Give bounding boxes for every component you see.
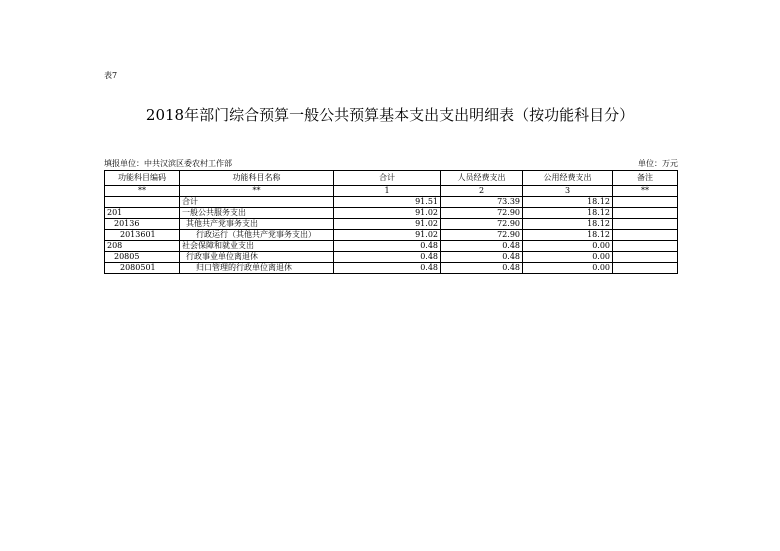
header-total: 合计 (334, 171, 441, 186)
name-cell: 行政事业单位离退休 (180, 252, 334, 263)
table-row (105, 197, 678, 208)
code-cell: 201 (105, 208, 180, 219)
header-public: 公用经费支出 (523, 171, 613, 186)
unit-row (104, 158, 678, 169)
total-cell: 91.02 (334, 208, 441, 219)
personnel-cell: 72.90 (441, 208, 523, 219)
code-cell: 2013601 (105, 230, 180, 241)
personnel-cell: 72.90 (441, 230, 523, 241)
index-cell: 3 (523, 186, 613, 197)
public-cell: 18.12 (523, 197, 613, 208)
code-cell: 2080501 (105, 263, 180, 274)
name-cell: 合计 (180, 197, 334, 208)
note-cell (613, 241, 678, 252)
personnel-cell: 0.48 (441, 263, 523, 274)
total-cell: 91.02 (334, 230, 441, 241)
total-cell: 0.48 (334, 241, 441, 252)
note-cell (613, 263, 678, 274)
expenditure-table (104, 170, 678, 274)
index-cell: ** (180, 186, 334, 197)
name-cell: 其他共产党事务支出 (180, 219, 334, 230)
index-row (105, 186, 678, 197)
total-cell: 91.51 (334, 197, 441, 208)
note-cell (613, 219, 678, 230)
table-row (105, 241, 678, 252)
index-cell: 2 (441, 186, 523, 197)
total-cell: 0.48 (334, 252, 441, 263)
table-header-row (105, 171, 678, 186)
personnel-cell: 0.48 (441, 252, 523, 263)
header-note: 备注 (613, 171, 678, 186)
name-cell: 归口管理的行政单位离退休 (180, 263, 334, 274)
code-cell: 20805 (105, 252, 180, 263)
personnel-cell: 72.90 (441, 219, 523, 230)
public-cell: 0.00 (523, 263, 613, 274)
code-cell: 208 (105, 241, 180, 252)
filing-unit: 填报单位：中共汉滨区委农村工作部 (104, 159, 232, 168)
public-cell: 0.00 (523, 241, 613, 252)
total-cell: 0.48 (334, 263, 441, 274)
personnel-cell: 0.48 (441, 241, 523, 252)
table-row (105, 252, 678, 263)
name-cell: 一般公共服务支出 (180, 208, 334, 219)
header-name: 功能科目名称 (180, 171, 334, 186)
name-cell: 社会保障和就业支出 (180, 241, 334, 252)
header-personnel: 人员经费支出 (441, 171, 523, 186)
table-row (105, 208, 678, 219)
public-cell: 18.12 (523, 230, 613, 241)
note-cell (613, 208, 678, 219)
table-number: 表7 (104, 71, 118, 80)
public-cell: 18.12 (523, 219, 613, 230)
note-cell (613, 252, 678, 263)
public-cell: 18.12 (523, 208, 613, 219)
public-cell: 0.00 (523, 252, 613, 263)
table-row (105, 219, 678, 230)
note-cell (613, 197, 678, 208)
personnel-cell: 73.39 (441, 197, 523, 208)
index-cell: ** (105, 186, 180, 197)
index-cell: ** (613, 186, 678, 197)
header-code: 功能科目编码 (105, 171, 180, 186)
code-cell: 20136 (105, 219, 180, 230)
name-cell: 行政运行（其他共产党事务支出） (180, 230, 334, 241)
currency-unit: 单位：万元 (638, 159, 678, 168)
table-row (105, 263, 678, 274)
index-cell: 1 (334, 186, 441, 197)
total-cell: 91.02 (334, 219, 441, 230)
table-row (105, 230, 678, 241)
note-cell (613, 230, 678, 241)
page-title: 2018年部门综合预算一般公共预算基本支出支出明细表（按功能科目分） (145, 106, 635, 124)
code-cell (105, 197, 180, 208)
